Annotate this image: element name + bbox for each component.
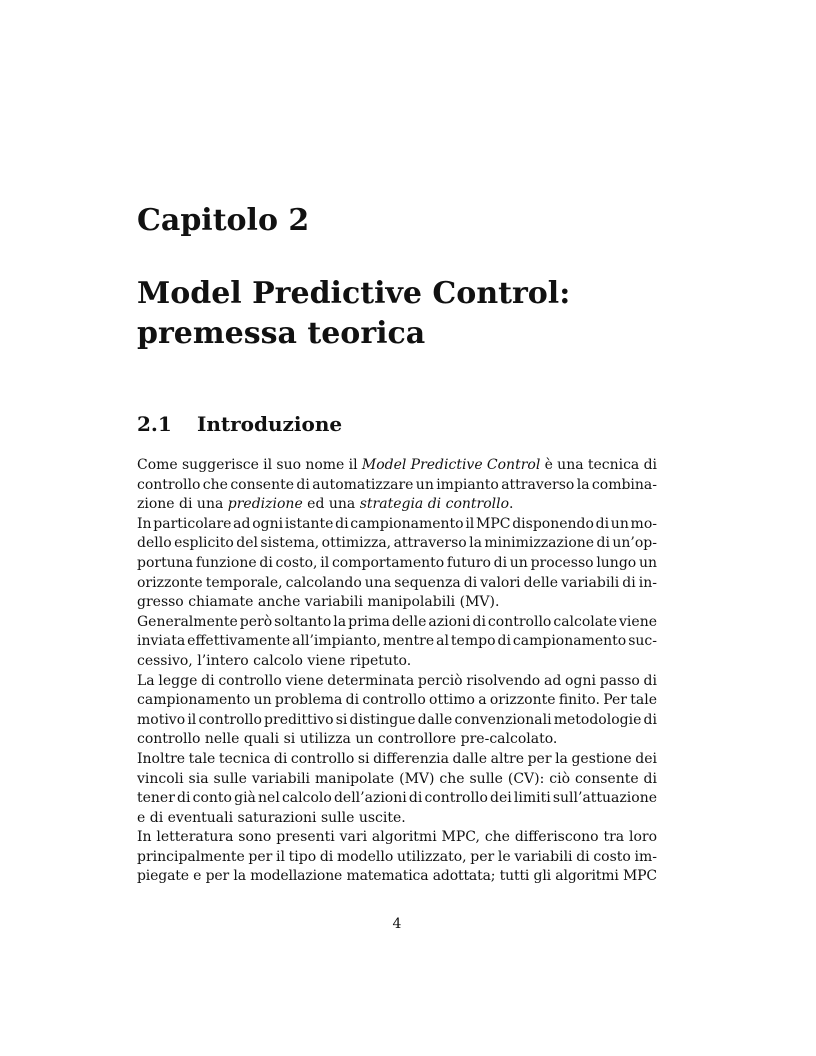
body-text-fragment: Come suggerisce il suo nome il <box>137 457 362 473</box>
body-text-fragment: Generalmente però soltanto la prima delle azioni di controllo calcolate viene <box>137 613 658 630</box>
body-line <box>137 848 657 868</box>
chapter-label: Capitolo 2 <box>137 203 310 238</box>
body-text-fragment: vincoli sia sulle variabili manipolate (MV) che sulle (CV): ciò consente di <box>137 770 657 787</box>
chapter-title-line-1: Model Predictive Control: <box>137 276 571 311</box>
body-line <box>137 652 657 672</box>
body-line <box>137 574 657 594</box>
body-text-fragment: tener di conto già nel calcolo dell’azioni di controllo dei limiti sull’attuazione <box>137 790 657 807</box>
body-text-fragment: controllo nelle quali si utilizza un controllore pre-calcolato. <box>137 731 558 748</box>
body-text-fragment: In particolare ad ogni istante di campionamento il MPC disponendo di un mo- <box>137 515 657 532</box>
body-text-fragment: Inoltre tale tecnica di controllo si differenzia dalle altre per la gestione dei <box>137 750 657 767</box>
body-text-fragment: In letteratura sono presenti vari algoritmi MPC, che differiscono tra loro <box>137 829 657 846</box>
body-text-fragment: è una tecnica di <box>540 457 658 473</box>
chapter-title-line-2: premessa teorica <box>137 316 426 351</box>
body-text-fragment: cessivo, l’intero calcolo viene ripetuto. <box>137 652 412 669</box>
body-line <box>137 593 657 613</box>
body-line <box>137 613 657 633</box>
body-paragraphs <box>137 456 657 887</box>
body-line <box>137 515 657 535</box>
body-line <box>137 867 657 887</box>
body-text-fragment: ed una <box>302 496 360 513</box>
body-text-fragment: inviata effettivamente all’impianto, mentre al tempo di campionamento suc- <box>137 633 657 650</box>
body-text-fragment: dello esplicito del sistema, ottimizza, attraverso la minimizzazione di un’op- <box>137 535 657 552</box>
page-number: 4 <box>392 916 402 932</box>
body-line <box>137 672 657 692</box>
section-heading <box>137 410 342 438</box>
body-line <box>137 809 657 829</box>
body-line <box>137 711 657 731</box>
body-line <box>137 770 657 790</box>
body-text-fragment: e di eventuali saturazioni sulle uscite. <box>137 809 406 826</box>
chapter-title <box>137 274 677 354</box>
body-italic-fragment: strategia di controllo <box>359 496 510 513</box>
body-line <box>137 828 657 848</box>
section-number: 2.1 <box>137 412 172 436</box>
body-text-fragment: . <box>509 496 514 513</box>
body-line <box>137 632 657 652</box>
body-line <box>137 534 657 554</box>
body-text-fragment: La legge di controllo viene determinata perciò risolvendo ad ogni passo di <box>137 672 658 689</box>
body-italic-fragment: Model Predictive Control <box>361 457 541 473</box>
body-text-fragment: gresso chiamate anche variabili manipolabili (MV). <box>137 594 500 611</box>
body-text-fragment: orizzonte temporale, calcolando una sequenza di valori delle variabili di in- <box>137 574 657 591</box>
body-text-fragment: piegate e per la modellazione matematica adottata; tutti gli algoritmi MPC <box>137 868 657 885</box>
body-text-fragment: campionamento un problema di controllo ottimo a orizzonte finito. Per tale <box>137 692 657 709</box>
body-text-fragment: motivo il controllo predittivo si distingue dalle convenzionali metodologie di <box>137 711 657 728</box>
body-line <box>137 554 657 574</box>
body-text-fragment: zione di una <box>137 496 228 513</box>
body-line <box>137 495 657 515</box>
body-text-fragment: principalmente per il tipo di modello utilizzato, per le variabili di costo im- <box>137 848 657 865</box>
body-text-fragment: portuna funzione di costo, il comportamento futuro di un processo lungo un <box>137 554 657 571</box>
body-line <box>137 750 657 770</box>
body-line <box>137 476 657 496</box>
body-italic-fragment: predizione <box>227 496 303 513</box>
section-title: Introduzione <box>197 412 343 436</box>
body-line <box>137 789 657 809</box>
body-line <box>137 730 657 750</box>
body-line <box>137 456 657 476</box>
body-line <box>137 691 657 711</box>
body-text-fragment: controllo che consente di automatizzare un impianto attraverso la combina- <box>137 476 657 493</box>
